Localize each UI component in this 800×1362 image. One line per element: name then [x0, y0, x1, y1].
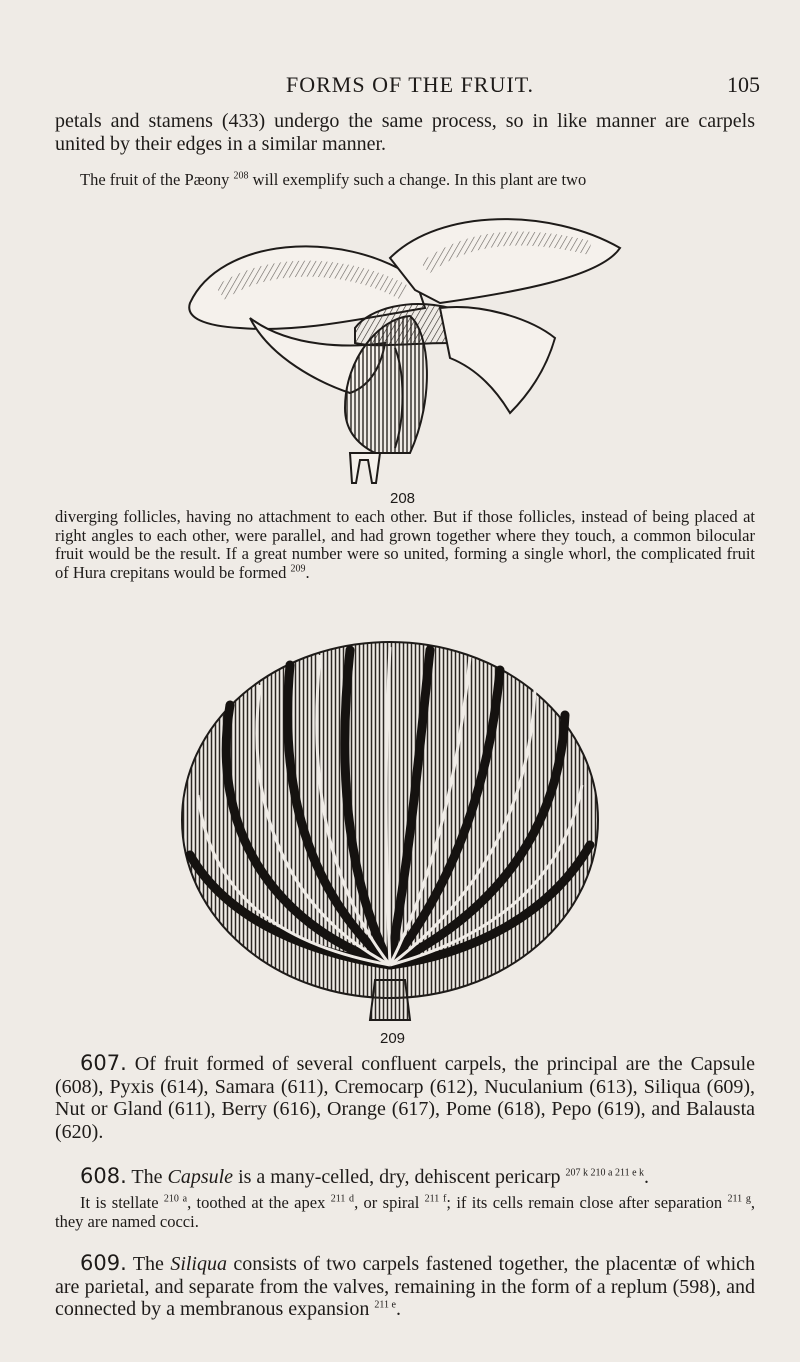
fig-ref-208: 208	[233, 170, 249, 182]
intro-text: petals and stamens (433) undergo the same process, so in like manner are carpels united by their edges in a similar manner.	[55, 110, 755, 155]
fig-ref-spiral: 211 f	[424, 1193, 447, 1205]
capsule-stellate-text: It is stellate	[80, 1193, 159, 1212]
fig-ref-siliqua: 211 e	[374, 1299, 396, 1311]
paragraph-paeony	[55, 171, 755, 190]
capsule-toothed-text: , toothed at the apex	[187, 1193, 326, 1212]
paeony-text: The fruit of the Pæony	[80, 170, 230, 189]
section-608-number: 608.	[80, 1164, 127, 1188]
fig-ref-stellate: 210 a	[163, 1193, 188, 1205]
section-607-number: 607.	[80, 1051, 127, 1075]
section-608-the: The	[131, 1166, 163, 1188]
section-608-continued	[55, 1194, 755, 1231]
section-609-number: 609.	[80, 1251, 127, 1275]
section-608: 608. The Capsule is a many-celled, dry, dehiscent pericarp $^{207 k 210 a 211 e k}$.	[80, 1164, 650, 1188]
capsule-cocci-text: , they are named cocci.	[55, 1193, 755, 1231]
follicles-text: diverging follicles, having no attachment to each other. But if those follicles, instead of being placed at right angles to each other, were parallel, and had grown together where they touch, a common bilocular fruit would be the result. If a great number were so united, forming a single whorl, the complicated fruit of Hura crepitans would be formed	[55, 507, 755, 582]
section-609: 609. The Siliqua consists of two carpels fastened together, the placentæ of which are parietal, and separate from the valves, remaining in the form of a replum (598), and connected by a membranous expansion $^{211 e}$.	[55, 1251, 756, 1321]
section-607	[55, 1052, 755, 1144]
running-head: FORMS OF THE FRUIT.	[285, 72, 534, 97]
paragraph-follicles: diverging follicles, having no attachment to each other. But if those follicles, instead of being placed at right angles to each other, were parallel, and had grown together where they touch, a common bilocular fruit would be the result. If a great number were so united, forming a single whorl, the complicated fruit of Hura crepitans would be formed $^{209}$.	[55, 507, 755, 582]
paragraph-intro	[55, 110, 755, 155]
section-609-text: consists of two carpels fastened together, the placentæ of which are parietal, and separate from the valves, remaining in the form of a replum (598), and connected by a membranous expansion	[55, 1253, 756, 1321]
capsule-cells-text: ; if its cells remain close after separation	[446, 1193, 723, 1212]
term-capsule: Capsule	[167, 1166, 234, 1188]
fig-ref-toothed: 211 d	[330, 1193, 355, 1205]
paeony-text-end: will exemplify such a change. In this plant are two	[252, 170, 587, 189]
figure-209-label: 209	[380, 1030, 406, 1047]
figure-208-label: 208	[390, 490, 416, 507]
page-number: 105	[727, 72, 760, 97]
section-608-text: is a many-celled, dry, dehiscent pericarp	[238, 1166, 561, 1188]
capsule-spiral-text: , or spiral	[354, 1193, 420, 1212]
term-siliqua: Siliqua	[170, 1253, 227, 1275]
fig-ref-capsule: 207 k 210 a 211 e k	[565, 1167, 645, 1179]
page-header	[60, 72, 760, 102]
figure-209-hura-crepitans	[170, 625, 610, 1025]
section-609-the: The	[132, 1253, 164, 1275]
fig-ref-cocci: 211 g	[727, 1193, 751, 1205]
figure-208-paeony-follicles	[150, 198, 650, 488]
fig-ref-209: 209	[290, 563, 306, 575]
section-607-text: Of fruit formed of several confluent carpels, the principal are the Capsule (608), Pyxis (614), Samara (611), Cremocarp (612), Nuculanium (613), Siliqua (609), Nut or Gland (611), Berry (616), Orange (617), Pome (618), Pepo (619), and Balausta (620).	[55, 1053, 756, 1143]
